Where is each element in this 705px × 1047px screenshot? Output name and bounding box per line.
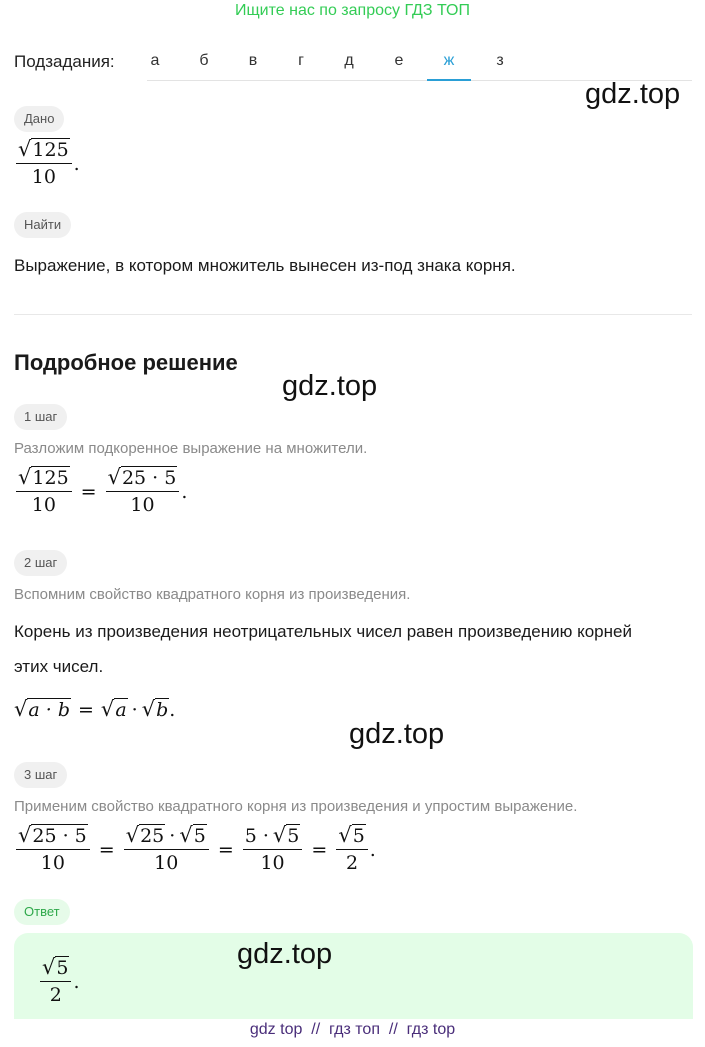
step3-badge: 3 шаг [14,762,67,788]
step1-hint: Разложим подкоренное выражение на множители. [14,440,368,457]
step2-badge: 2 шаг [14,550,67,576]
step3-t2-den: 10 [154,852,179,874]
answer-radicand: 5 [56,957,69,979]
find-text: Выражение, в котором множитель вынесен из-под знака корня. [14,256,516,275]
dot-sign: · [131,698,138,721]
given-denominator: 10 [31,166,56,188]
tab-d[interactable]: д [344,52,354,69]
answer-box [14,933,693,1019]
equals-sign: = [78,698,94,721]
step3-expression: √ 25 · 5 10 = √ 25 · √ 5 10 = 5 · √ 5 10 = √ 5 2 . [18,823,376,874]
tab-b[interactable]: б [199,52,209,69]
step3-t1-radicand: 25 · 5 [32,825,87,847]
step3-t1-den: 10 [40,852,65,874]
find-badge: Найти [14,212,71,238]
answer-badge: Ответ [14,899,70,925]
watermark: gdz.top [349,718,445,750]
formula-b: b [156,699,169,721]
tab-v[interactable]: в [248,52,258,69]
formula-lhs-radicand: a · b [28,699,70,721]
formula-end: . [169,698,176,721]
footer-links: gdz top // гдз топ // гдз top [249,1021,456,1038]
step3-t2-r2: 5 [193,825,206,847]
step1-rhs-den: 10 [130,494,155,516]
step3-t3-coef: 5 · [244,825,269,847]
step1-lhs-den: 10 [31,494,56,516]
step2-formula: √ a · b = √ a · √ b . [14,697,176,721]
tab-e[interactable]: е [394,52,404,69]
section-divider [14,314,692,315]
equals-sign: = [217,838,234,861]
step1-lhs-radicand: 125 [32,467,69,489]
watermark: gdz.top [237,938,333,970]
step3-t3-r: 5 [287,825,300,847]
formula-a: a [115,699,127,721]
tab-a[interactable]: а [150,52,160,69]
promo-banner: Ищите нас по запросу ГДЗ ТОП [235,2,470,19]
step1-badge: 1 шаг [14,404,67,430]
step1-expression: √ 125 10 = √ 25 · 5 10 . [18,465,188,516]
step2-text-line1: Корень из произведения неотрицательных чисел равен произведению корней [14,622,632,641]
given-end: . [73,152,80,175]
answer-den: 2 [49,984,62,1006]
answer-expression: √ 5 2 . [42,955,80,1006]
step3-t3-den: 10 [260,852,285,874]
given-radicand: 125 [32,139,69,161]
equals-sign: = [80,480,97,503]
equals-sign: = [98,838,115,861]
solution-title: Подробное решение [14,350,238,375]
watermark: gdz.top [282,370,378,402]
given-badge: Дано [14,106,64,132]
step3-t2-r1: 25 [140,825,165,847]
equals-sign: = [311,838,328,861]
tab-g[interactable]: г [298,52,304,69]
step3-t4-r: 5 [352,825,365,847]
answer-end: . [73,970,80,993]
given-expression: √ 125 10 . [18,137,80,188]
step1-rhs-radicand: 25 · 5 [121,467,177,489]
dot-sign: · [169,825,176,847]
step3-t4-den: 2 [346,852,359,874]
step3-end: . [369,838,376,861]
watermark: gdz.top [585,78,681,110]
step3-hint: Применим свойство квадратного корня из произведения и упростим выражение. [14,798,578,815]
step2-text-line2: этих чисел. [14,657,104,676]
step2-hint: Вспомним свойство квадратного корня из произведения. [14,586,411,603]
step1-end: . [181,480,188,503]
tab-zh[interactable]: ж [427,50,471,81]
tab-z[interactable]: з [496,52,504,69]
subtasks-label: Подзадания: [14,52,115,71]
